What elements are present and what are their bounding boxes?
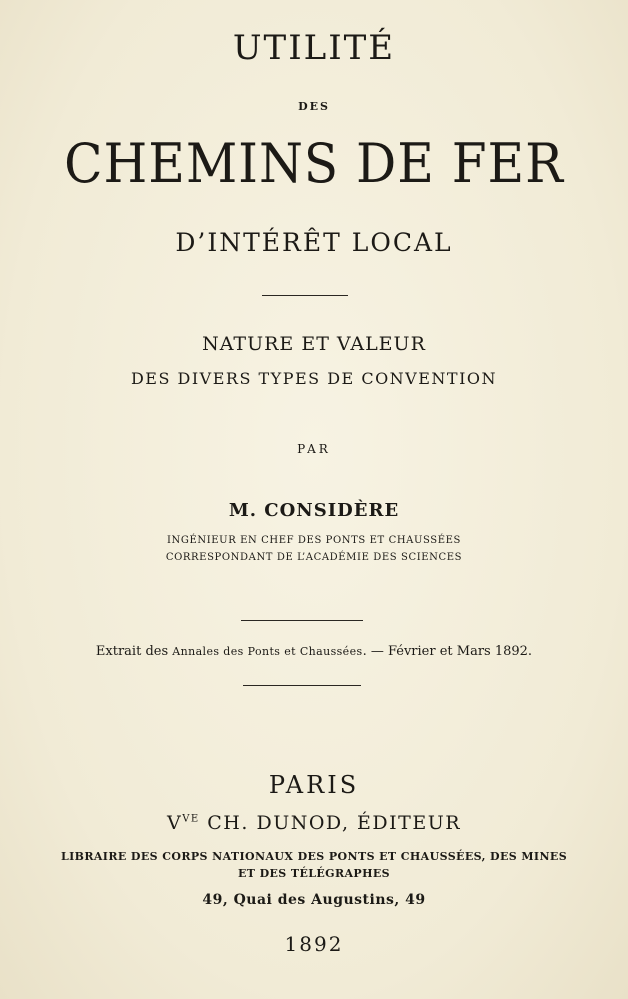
imprint-publisher xyxy=(0,812,628,834)
title-chemins-de-fer: CHEMINS DE FER xyxy=(64,132,564,195)
publisher-name: CH. DUNOD, ÉDITEUR xyxy=(199,812,462,834)
extract-prefix: Extrait des xyxy=(95,644,173,659)
title-utilite: UTILITÉ xyxy=(232,28,396,68)
divider-rule-3 xyxy=(243,685,361,686)
author-credential-2: CORRESPONDANT DE L’ACADÉMIE DES SCIENCES xyxy=(165,552,463,563)
imprint-city: PARIS xyxy=(268,771,360,799)
author-name: M. CONSIDÈRE xyxy=(228,500,400,521)
title-des: DES xyxy=(298,100,330,113)
divider-rule-1 xyxy=(262,295,348,296)
byline-par: PAR xyxy=(297,442,331,456)
author-credential-1: INGÉNIEUR EN CHEF DES PONTS ET CHAUSSÉES xyxy=(166,535,461,546)
title-interet-local: D’INTÉRÊT LOCAL xyxy=(175,228,453,257)
publisher-prefix: V xyxy=(166,812,183,834)
imprint-library-line-1: LIBRAIRE DES CORPS NATIONAUX DES PONTS ET CHAUSSÉES, DES MINES xyxy=(60,850,568,863)
subtitle-nature: NATURE ET VALEUR xyxy=(202,333,426,355)
publisher-sup: VE xyxy=(182,813,200,825)
extract-note xyxy=(0,644,628,659)
divider-rule-2 xyxy=(241,620,363,621)
imprint-library-line-2: ET DES TÉLÉGRAPHES xyxy=(237,867,391,880)
imprint-address: 49, Quai des Augustins, 49 xyxy=(202,892,426,908)
imprint-year: 1892 xyxy=(284,932,344,956)
extract-journal: Annales des Ponts et Chaussées xyxy=(172,645,363,658)
extract-suffix: . — Février et Mars 1892. xyxy=(362,644,533,659)
subtitle-divers-types: DES DIVERS TYPES DE CONVENTION xyxy=(130,369,498,388)
